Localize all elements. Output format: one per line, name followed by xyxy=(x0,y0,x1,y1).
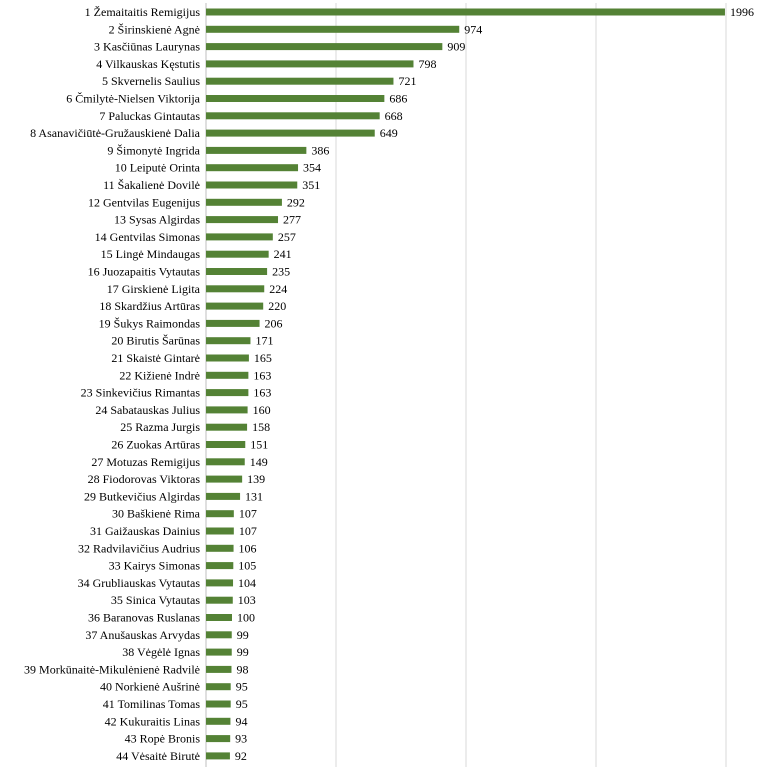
category-label-27: 27 Motuzas Remigijus xyxy=(91,454,200,469)
value-label-5: 721 xyxy=(398,74,417,89)
category-label-6: 6 Čmilytė-Nielsen Viktorija xyxy=(66,91,200,106)
category-label-16: 16 Juozapaitis Vytautas xyxy=(87,264,200,279)
value-label-39: 98 xyxy=(236,662,249,677)
value-label-30: 107 xyxy=(238,506,257,521)
value-label-10: 354 xyxy=(303,160,322,175)
bar-41 xyxy=(206,701,231,708)
bars xyxy=(206,9,725,760)
bar-30 xyxy=(206,510,234,517)
category-label-15: 15 Lingė Mindaugas xyxy=(100,247,200,262)
category-label-10: 10 Leiputė Orinta xyxy=(114,160,200,175)
bar-2 xyxy=(206,26,459,33)
bar-16 xyxy=(206,268,267,275)
category-label-5: 5 Skvernelis Saulius xyxy=(102,74,200,89)
category-label-42: 42 Kukuraitis Linas xyxy=(104,714,200,729)
value-label-15: 241 xyxy=(273,247,292,262)
bar-38 xyxy=(206,649,232,656)
category-label-12: 12 Gentvilas Eugenijus xyxy=(88,195,200,210)
bar-15 xyxy=(206,251,269,258)
value-label-3: 909 xyxy=(447,39,466,54)
category-label-4: 4 Vilkauskas Kęstutis xyxy=(96,56,200,71)
category-label-17: 17 Girskienė Ligita xyxy=(106,281,200,296)
bar-28 xyxy=(206,476,242,483)
bar-33 xyxy=(206,562,233,569)
value-label-23: 163 xyxy=(253,385,272,400)
value-label-11: 351 xyxy=(302,178,321,192)
value-label-33: 105 xyxy=(238,558,257,573)
category-label-32: 32 Radvilavičius Audrius xyxy=(78,541,200,556)
bar-10 xyxy=(206,164,298,171)
category-label-8: 8 Asanavičiūtė-Gružauskienė Dalia xyxy=(30,126,200,141)
value-label-4: 798 xyxy=(418,56,437,71)
category-label-23: 23 Sinkevičius Rimantas xyxy=(80,385,200,400)
value-label-14: 257 xyxy=(277,229,296,244)
value-label-34: 104 xyxy=(238,575,257,590)
category-label-24: 24 Sabatauskas Julius xyxy=(95,402,200,417)
bar-18 xyxy=(206,303,263,310)
category-label-14: 14 Gentvilas Simonas xyxy=(94,229,200,244)
category-label-31: 31 Gaižauskas Dainius xyxy=(90,524,200,538)
value-label-37: 99 xyxy=(236,627,249,642)
bar-24 xyxy=(206,406,248,413)
bar-22 xyxy=(206,372,248,379)
value-label-2: 974 xyxy=(464,22,483,37)
category-label-9: 9 Šimonytė Ingrida xyxy=(107,143,200,158)
category-label-36: 36 Baranovas Ruslanas xyxy=(88,610,200,625)
bar-8 xyxy=(206,130,375,137)
bar-40 xyxy=(206,683,231,690)
category-label-21: 21 Skaistė Gintarė xyxy=(111,351,200,365)
bar-13 xyxy=(206,216,278,223)
value-label-42: 94 xyxy=(235,714,248,729)
category-label-44: 44 Vėsaitė Birutė xyxy=(116,748,200,763)
bar-11 xyxy=(206,182,297,189)
category-label-11: 11 Šakalienė Dovilė xyxy=(103,178,200,192)
bar-26 xyxy=(206,441,245,448)
bar-42 xyxy=(206,718,230,725)
category-label-2: 2 Širinskienė Agnė xyxy=(108,22,200,37)
category-label-30: 30 Baškienė Rima xyxy=(112,506,200,521)
bar-34 xyxy=(206,579,233,586)
category-label-13: 13 Sysas Algirdas xyxy=(113,212,200,227)
value-label-8: 649 xyxy=(379,126,398,141)
value-label-26: 151 xyxy=(250,437,269,452)
category-label-43: 43 Ropė Bronis xyxy=(124,731,200,746)
category-label-40: 40 Norkienė Aušrinė xyxy=(100,679,200,694)
value-label-18: 220 xyxy=(268,299,287,314)
bar-25 xyxy=(206,424,247,431)
bar-35 xyxy=(206,597,233,604)
category-label-41: 41 Tomilinas Tomas xyxy=(102,697,200,711)
bar-20 xyxy=(206,337,250,344)
category-labels xyxy=(24,5,201,763)
category-label-39: 39 Morkūnaitė-Mikulėnienė Radvilė xyxy=(24,662,200,677)
value-label-22: 163 xyxy=(253,368,272,383)
value-label-1: 1996 xyxy=(729,5,754,19)
value-label-38: 99 xyxy=(236,645,249,660)
value-label-16: 235 xyxy=(272,264,291,279)
value-label-24: 160 xyxy=(252,402,271,417)
value-label-31: 107 xyxy=(238,524,257,538)
value-label-40: 95 xyxy=(235,679,248,694)
category-label-20: 20 Birutis Šarūnas xyxy=(111,333,200,348)
category-label-34: 34 Grubliauskas Vytautas xyxy=(77,575,200,590)
category-label-37: 37 Anušauskas Arvydas xyxy=(85,627,200,642)
category-label-18: 18 Skardžius Artūras xyxy=(99,299,200,314)
value-label-17: 224 xyxy=(269,281,288,296)
bar-39 xyxy=(206,666,231,673)
category-label-29: 29 Butkevičius Algirdas xyxy=(84,489,200,504)
value-label-21: 165 xyxy=(253,351,272,365)
bar-43 xyxy=(206,735,230,742)
category-label-3: 3 Kasčiūnas Laurynas xyxy=(94,39,200,54)
category-label-22: 22 Kižienė Indrė xyxy=(119,368,200,383)
bar-44 xyxy=(206,752,230,759)
bar-31 xyxy=(206,528,234,535)
category-label-33: 33 Kairys Simonas xyxy=(108,558,200,573)
category-label-1: 1 Žemaitaitis Remigijus xyxy=(84,5,200,19)
bar-5 xyxy=(206,78,393,85)
value-label-29: 131 xyxy=(245,489,264,504)
bar-14 xyxy=(206,233,273,240)
bar-23 xyxy=(206,389,248,396)
value-label-20: 171 xyxy=(255,333,274,348)
bar-3 xyxy=(206,43,442,50)
category-label-28: 28 Fiodorovas Viktoras xyxy=(87,472,200,487)
value-label-36: 100 xyxy=(237,610,255,625)
value-label-28: 139 xyxy=(247,472,266,487)
value-label-25: 158 xyxy=(252,420,271,435)
bar-7 xyxy=(206,112,380,119)
bar-29 xyxy=(206,493,240,500)
bar-9 xyxy=(206,147,306,154)
category-label-38: 38 Vėgėlė Ignas xyxy=(122,645,200,660)
value-label-13: 277 xyxy=(283,212,302,227)
value-label-44: 92 xyxy=(234,748,247,763)
bar-6 xyxy=(206,95,384,102)
bar-1 xyxy=(206,9,725,16)
value-label-32: 106 xyxy=(238,541,257,556)
bar-19 xyxy=(206,320,260,327)
category-label-19: 19 Šukys Raimondas xyxy=(98,316,200,331)
bar-27 xyxy=(206,458,245,465)
bar-36 xyxy=(206,614,232,621)
category-label-35: 35 Sinica Vytautas xyxy=(110,593,200,608)
value-label-19: 206 xyxy=(264,316,283,331)
value-label-7: 668 xyxy=(384,108,403,123)
category-label-7: 7 Paluckas Gintautas xyxy=(99,108,200,123)
category-label-25: 25 Razma Jurgis xyxy=(120,420,200,435)
value-label-27: 149 xyxy=(249,454,268,469)
value-label-12: 292 xyxy=(286,195,305,210)
bar-21 xyxy=(206,355,249,362)
category-label-26: 26 Zuokas Artūras xyxy=(111,437,200,452)
bar-17 xyxy=(206,285,264,292)
bar-37 xyxy=(206,631,232,638)
bar-32 xyxy=(206,545,234,552)
bar-12 xyxy=(206,199,282,206)
value-label-41: 95 xyxy=(235,697,248,711)
value-label-43: 93 xyxy=(235,731,248,746)
value-label-35: 103 xyxy=(237,593,256,608)
bar-4 xyxy=(206,60,413,67)
value-label-9: 386 xyxy=(311,143,330,158)
value-label-6: 686 xyxy=(389,91,408,106)
